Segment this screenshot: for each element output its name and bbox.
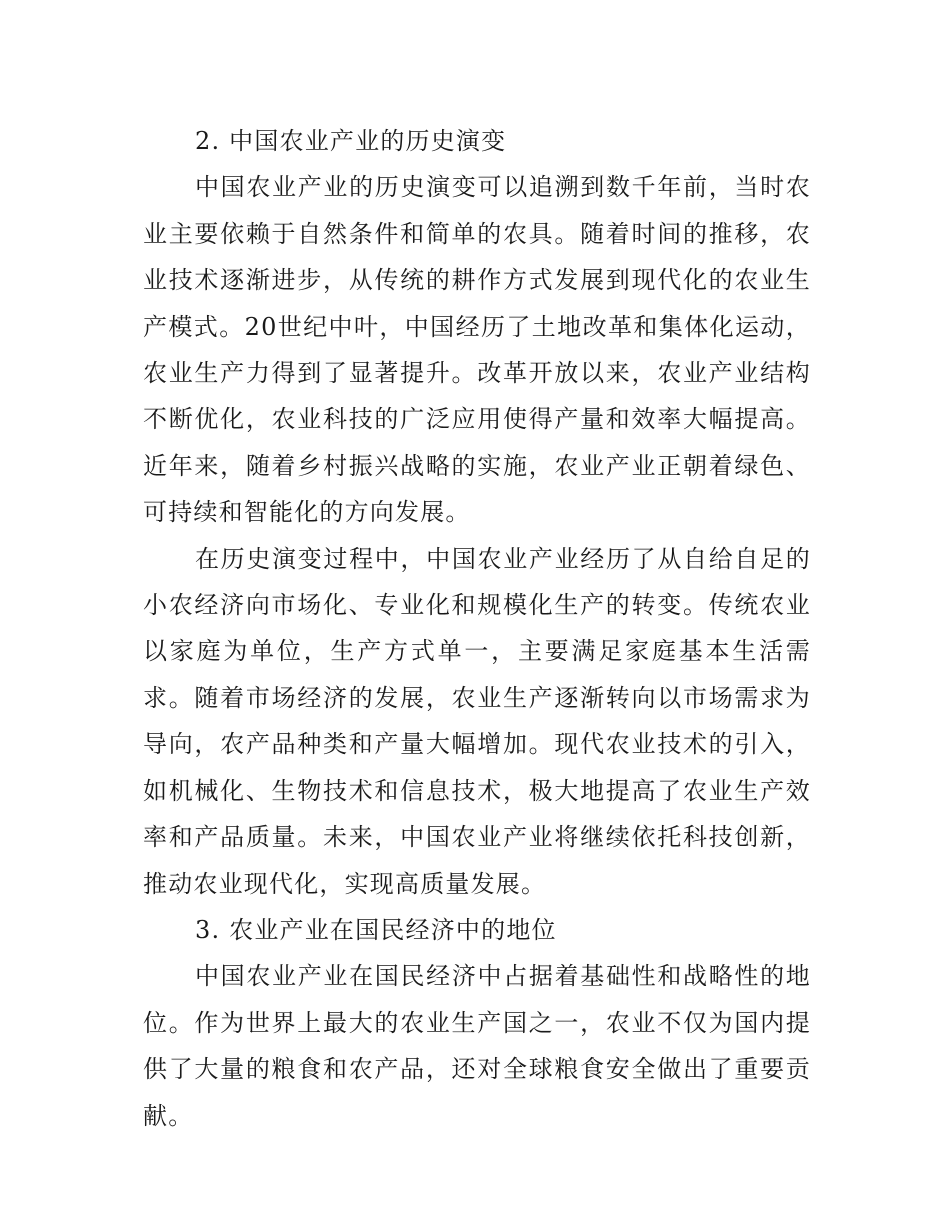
section-heading-economic-status: 3. 农业产业在国民经济中的地位	[195, 915, 557, 944]
document-body	[143, 118, 811, 1139]
section-heading-history: 2. 中国农业产业的历史演变	[195, 127, 507, 155]
paragraph-history-overview: 中国农业产业的历史演变可以追溯到数千年前，当时农业主要依赖于自然条件和简单的农具。随着时间的推移，农业技术逐渐进步，从传统的耕作方式发展到现代化的农业生产模式。20世纪中叶，中国经历了土地改革和集体化运动，农业生产力得到了显著提升。改革开放以来，农业产业结构不断优化，农业科技的广泛应用使得产量和效率大幅提高。近年来，随着乡村振兴战略的实施，农业产业正朝着绿色、可持续和智能化的方向发展。	[143, 173, 811, 527]
paragraph-history-transformation: 在历史演变过程中，中国农业产业经历了从自给自足的小农经济向市场化、专业化和规模化生产的转变。传统农业以家庭为单位，生产方式单一，主要满足家庭基本生活需求。随着市场经济的发展，农业生产逐渐转向以市场需求为导向，农产品种类和产量大幅增加。现代农业技术的引入，如机械化、生物技术和信息技术，极大地提高了农业生产效率和产品质量。未来，中国农业产业将继续依托科技创新，推动农业现代化，实现高质量发展。	[143, 544, 811, 898]
paragraph-economic-status: 中国农业产业在国民经济中占据着基础性和战略性的地位。作为世界上最大的农业生产国之一，农业不仅为国内提供了大量的粮食和农产品，还对全球粮食安全做出了重要贡献。	[143, 962, 811, 1130]
